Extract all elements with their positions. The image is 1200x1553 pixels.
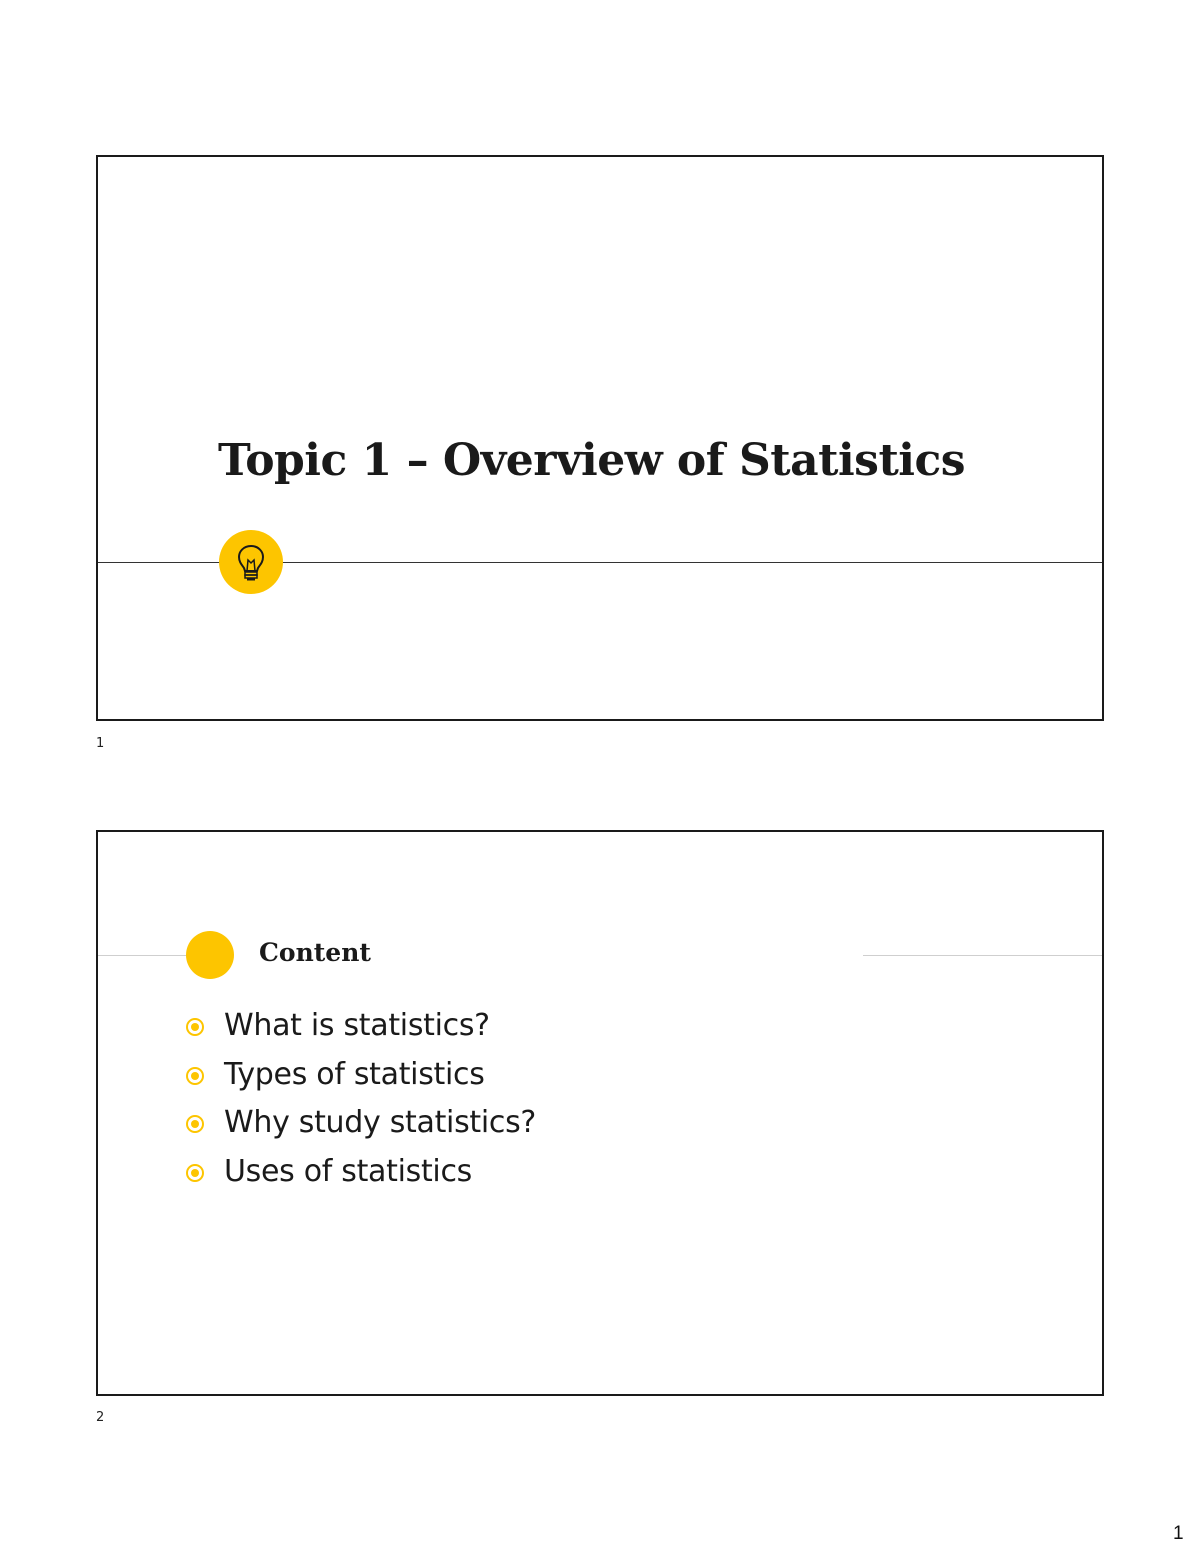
heading-dot-icon — [186, 931, 234, 979]
bullet-icon — [186, 1018, 204, 1036]
slide-number: 1 — [96, 736, 105, 751]
list-item-text: Types of statistics — [224, 1056, 485, 1092]
bullet-icon — [186, 1164, 204, 1182]
slide-title: Topic 1 – Overview of Statistics — [218, 435, 966, 486]
list-item-text: What is statistics? — [224, 1008, 490, 1043]
list-item-text: Uses of statistics — [224, 1153, 472, 1189]
slide-1 — [96, 155, 1104, 721]
bullet-icon — [186, 1115, 204, 1133]
heading-rule-left — [98, 955, 188, 956]
list-item-text: Why study statistics? — [224, 1105, 537, 1140]
content-list — [186, 1008, 536, 1202]
heading-rule-right — [863, 955, 1102, 956]
slide-heading: Content — [259, 938, 371, 967]
slide-2 — [96, 830, 1104, 1396]
lightbulb-icon — [233, 542, 269, 582]
list-item — [186, 1105, 536, 1154]
list-item — [186, 1057, 536, 1106]
slide-number: 2 — [96, 1410, 105, 1425]
list-item — [186, 1008, 536, 1057]
page-number: 1 — [1173, 1523, 1184, 1544]
list-item — [186, 1154, 536, 1203]
lightbulb-badge — [219, 530, 283, 594]
bullet-icon — [186, 1067, 204, 1085]
